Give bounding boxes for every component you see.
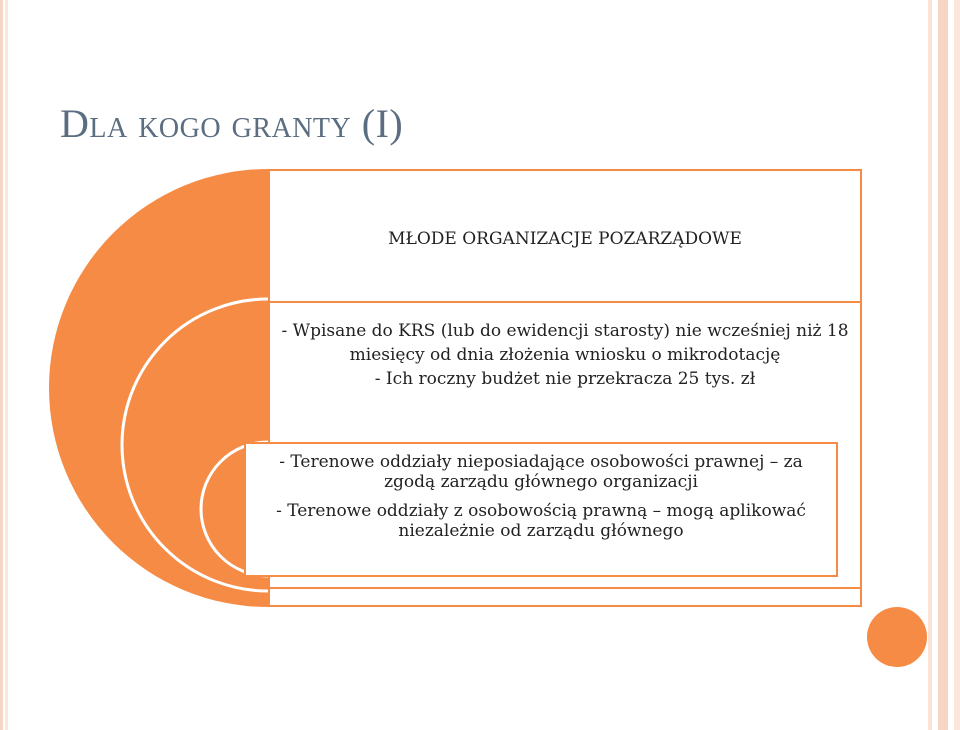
level-3-line-2: - Terenowe oddziały z osobowością prawną – mogą aplikować niezależnie od zarządu głównego [276,501,806,541]
level-2-line-2: - Ich roczny budżet nie przekracza 25 tys. zł [374,369,756,389]
decorative-dot [867,607,927,667]
level-2-line-1: - Wpisane do KRS (lub do ewidencji starosty) nie wcześniej niż 18 miesięcy od dnia złożenia wniosku o mikrodotację [281,321,849,365]
level-1-text: MŁODE ORGANIZACJE POZARZĄDOWE [388,229,742,249]
level-3-line-1: - Terenowe oddziały nieposiadające osobowości prawnej – za zgodą zarządu głównego organizacji [279,452,803,492]
slide-title: Dla kogo granty (I) [60,101,404,146]
level-3-box [244,442,838,577]
